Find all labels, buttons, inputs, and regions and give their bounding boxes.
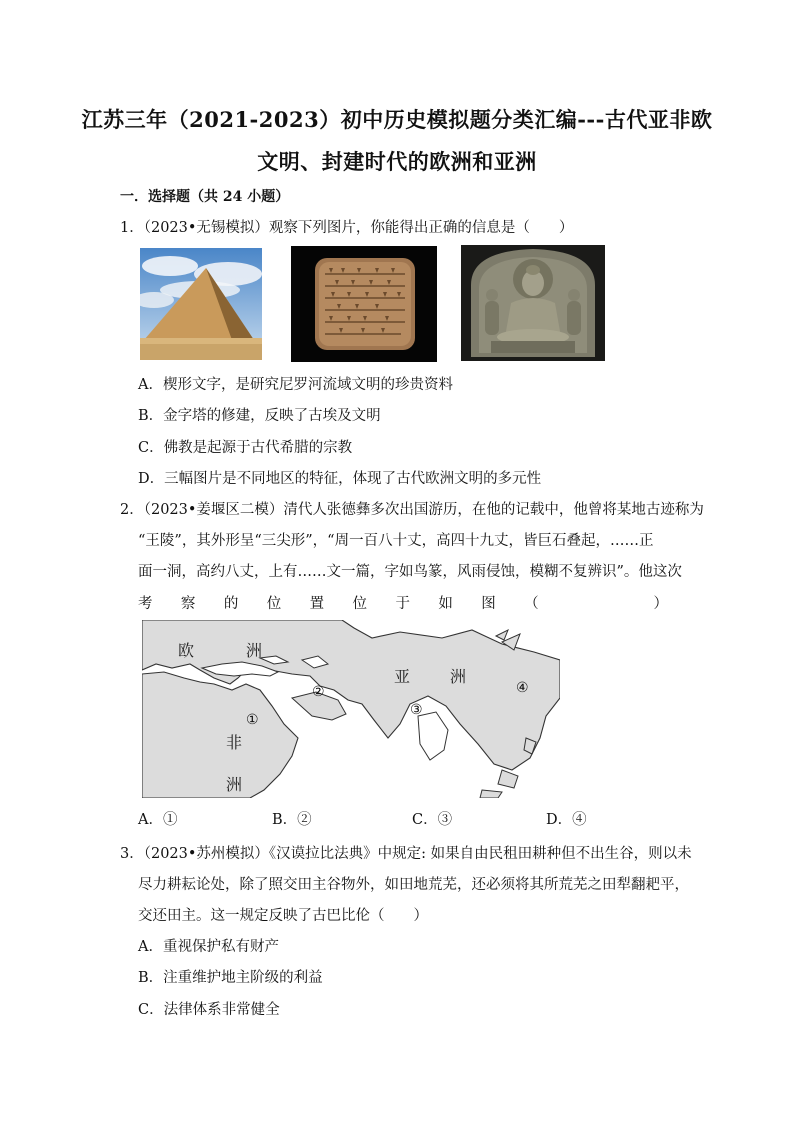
word: 图: [481, 596, 496, 612]
question-2-line4: [138, 592, 668, 613]
question-1-option-d[interactable]: D．三幅图片是不同地区的特征，体现了古代欧洲文明的多元性: [138, 471, 542, 487]
word: 于: [395, 596, 410, 612]
map-marker-3: ③: [410, 702, 423, 718]
word: ）: [653, 596, 668, 612]
question-3-line3: 交还田主。这一规定反映了古巴比伦（ ）: [138, 908, 428, 924]
section-heading: 一．选择题（共 24 小题）: [120, 189, 290, 205]
document-title-line2: 文明、封建时代的欧洲和亚洲: [257, 149, 537, 174]
cuneiform-tablet-image: [291, 246, 437, 362]
word: 如: [438, 596, 453, 612]
word: 置: [309, 596, 325, 612]
question-3-option-b[interactable]: B．注重维护地主阶级的利益: [138, 970, 323, 986]
question-2-option-b[interactable]: B．②: [272, 812, 312, 828]
question-2-option-d[interactable]: D．④: [546, 812, 587, 828]
question-2-option-c[interactable]: C．③: [412, 812, 453, 828]
word: 察: [180, 596, 196, 612]
pyramid-image: [140, 248, 262, 360]
word: （: [524, 596, 539, 612]
question-3-option-a[interactable]: A．重视保护私有财产: [138, 939, 279, 955]
question-1-option-b[interactable]: B．金字塔的修建，反映了古埃及文明: [138, 408, 381, 424]
map-marker-4: ④: [516, 680, 529, 696]
map-label-europe-1: 欧: [178, 641, 195, 660]
question-2-line2: “王陵”，其外形呈“三尖形”，“周一百八十丈，高四十九丈，皆巨石叠起，……正: [138, 533, 654, 549]
word: 位: [266, 596, 282, 612]
map-marker-1: ①: [246, 712, 259, 728]
question-1-option-c[interactable]: C．佛教是起源于古代希腊的宗教: [138, 440, 353, 456]
map-marker-2: ②: [312, 684, 325, 700]
world-map-image: [142, 620, 560, 798]
map-label-africa-1: 非: [226, 733, 243, 752]
word: 考: [138, 596, 153, 612]
question-1-option-a[interactable]: A．楔形文字，是研究尼罗河流域文明的珍贵资料: [138, 377, 453, 393]
question-1-stem: 1．（2023•无锡模拟）观察下列图片，你能得出正确的信息是（ ）: [120, 220, 574, 236]
question-3-line2: 尽力耕耘论处，除了照交田主谷物外，如田地荒芜，还必须将其所荒芜之田犁翻耙平，: [138, 877, 689, 893]
question-2-option-a[interactable]: A．①: [138, 812, 178, 828]
question-2-line1: 2．（2023•姜堰区二模）清代人张德彝多次出国游历，在他的记载中，他曾将某地古迹称为: [120, 502, 704, 518]
map-label-africa-2: 洲: [226, 775, 243, 794]
buddha-relief-image: [461, 245, 605, 361]
word: [567, 592, 625, 613]
question-2-line3: 面一洞，高约八丈，上有……文一篇，字如鸟篆，风雨侵蚀，模糊不复辨识”。他这次: [138, 564, 682, 580]
word: 位: [352, 596, 368, 612]
document-title-line1: 江苏三年（2021-2023）初中历史模拟题分类汇编---古代亚非欧: [81, 107, 713, 132]
question-3-line1: 3．（2023•苏州模拟）《汉谟拉比法典》中规定: 如果自由民租田耕种但不出生谷，则以未: [120, 846, 692, 862]
map-label-asia-2: 洲: [450, 667, 467, 686]
word: 的: [223, 596, 239, 612]
map-label-asia-1: 亚: [394, 667, 411, 686]
map-label-europe-2: 洲: [246, 641, 263, 660]
question-3-option-c[interactable]: C．法律体系非常健全: [138, 1002, 280, 1018]
